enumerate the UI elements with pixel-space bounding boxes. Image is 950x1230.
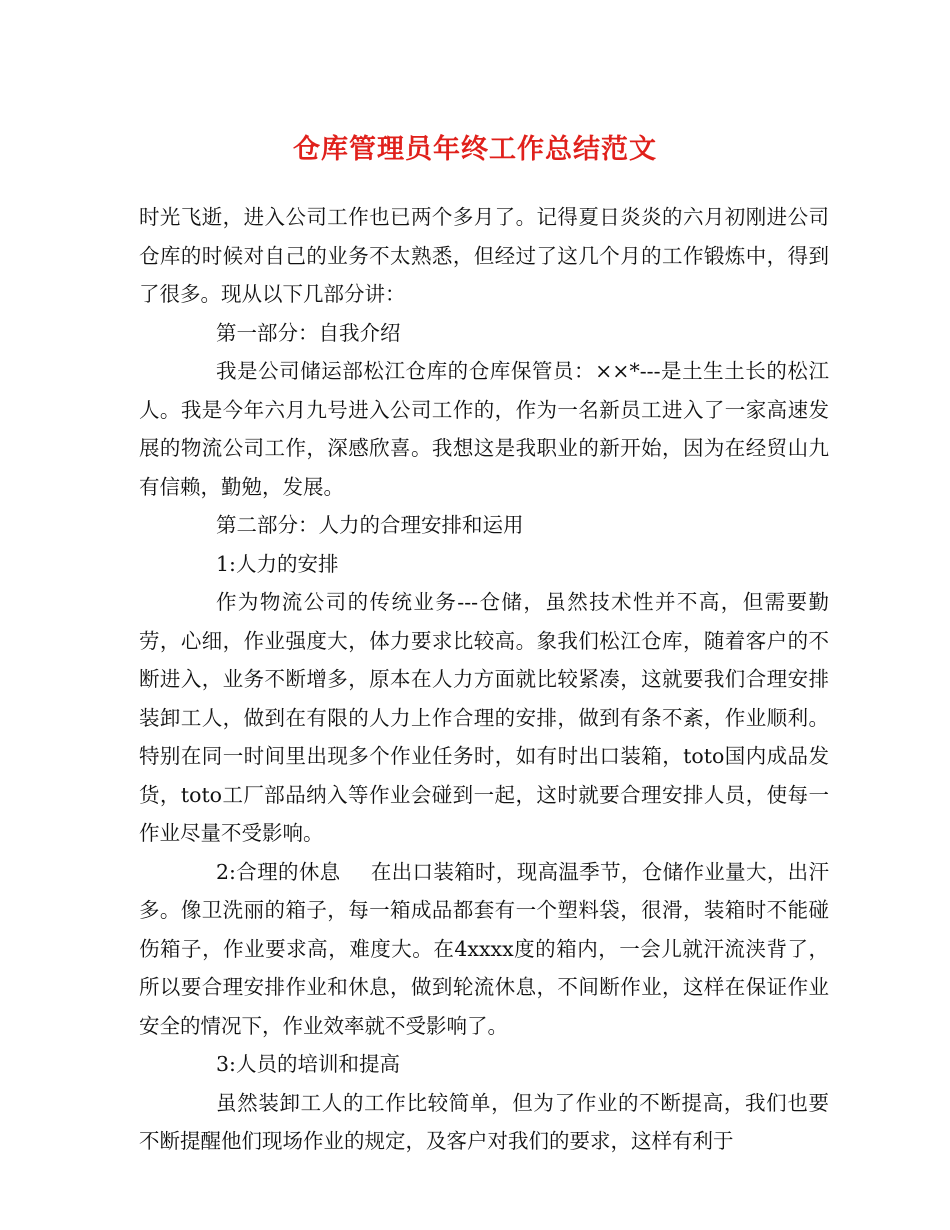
document-body	[139, 198, 829, 1161]
subheading-reasonable-rest: 2:合理的休息	[216, 859, 341, 884]
paragraph-training: 虽然装卸工人的工作比较简单，但为了作业的不断提高，我们也要不断提醒他们现场作业的规定，及客户对我们的要求，这样有利于	[139, 1090, 829, 1153]
subheading-manpower-arrangement: 1:人力的安排	[216, 551, 339, 576]
section-heading-2: 第二部分：人力的合理安排和运用	[216, 513, 524, 537]
paragraph-self-intro: 我是公司储运部松江仓库的仓库保管员：××*---是土生土长的松江人。我是今年六月九号进入公司工作的，作为一名新员工进入了一家高速发展的物流公司工作，深感欣喜。我想这是我职业的新开始，因为在经贸山九有信赖，勤勉，发展。	[139, 359, 829, 499]
paragraph-intro: 时光飞逝，进入公司工作也已两个多月了。记得夏日炎炎的六月初刚进公司仓库的时候对自己的业务不太熟悉，但经过了这几个月的工作锻炼中，得到了很多。现从以下几部分讲：	[139, 205, 829, 306]
paragraph-rest-block	[139, 853, 829, 1046]
document-title: 仓库管理员年终工作总结范文	[293, 134, 657, 165]
section-heading-1: 第一部分：自我介绍	[216, 320, 401, 345]
subheading-training: 3:人员的培训和提高	[216, 1052, 400, 1076]
paragraph-reasonable-rest: 在出口装箱时，现高温季节，仓储作业量大，出汗多。像卫洗丽的箱子，每一箱成品都套有一个塑料袋，很滑，装箱时不能碰伤箱子，作业要求高，难度大。在4xxxx度的箱内，一会儿就汗流浃背了，所以要合理安排作业和休息，做到轮流休息，不间断作业，这样在保证作业安全的情况下，作业效率就不受影响了。	[139, 859, 829, 1038]
paragraph-manpower-arrangement: 作为物流公司的传统业务---仓储，虽然技术性并不高，但需要勤劳，心细，作业强度大，体力要求比较高。象我们松江仓库，随着客户的不断进入，业务不断增多，原本在人力方面就比较紧凑，这就要我们合理安排装卸工人，做到在有限的人力上作合理的安排，做到有条不紊，作业顺利。特别在同一时间里出现多个作业任务时，如有时出口装箱，toto国内成品发货，toto工厂部品纳入等作业会碰到一起，这时就要合理安排人员，使每一作业尽量不受影响。	[139, 590, 829, 845]
